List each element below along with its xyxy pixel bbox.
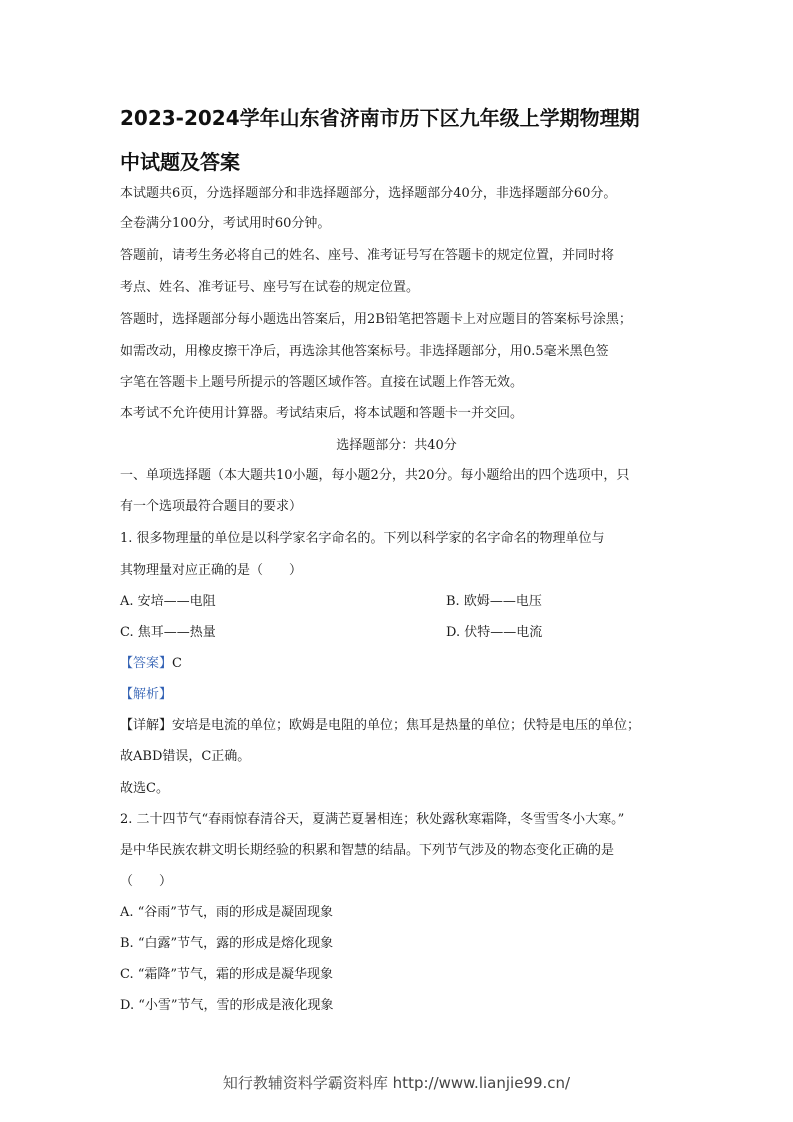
instruction-line: 如需改动，用橡皮擦干净后，再选涂其他答案标号。非选择题部分，用0.5毫米黑色签 [120, 344, 609, 359]
question-2-stem-line: 2. 二十四节气“春雨惊春清谷天，夏满芒夏暑相连；秋处露秋寒霜降，冬雪雪冬小大寒。” [120, 812, 625, 827]
question-1-conclusion: 故选C。 [120, 781, 169, 796]
question-1-detail-line-2: 故ABD错误，C正确。 [120, 749, 251, 764]
answer-value: C [172, 656, 182, 671]
question-1-answer [120, 656, 182, 672]
part-intro-line: 有一个选项最符合题目的要求） [120, 499, 303, 514]
part-intro-line: 一、单项选择题（本大题共10小题，每小题2分，共20分。每小题给出的四个选项中，只 [120, 468, 630, 483]
question-2-option-c: C. “霜降”节气，霜的形成是凝华现象 [120, 967, 334, 982]
question-1-option-d: D. 伏特——电流 [446, 625, 543, 640]
question-1-detail [120, 718, 640, 734]
question-2-option-b: B. “白露”节气，露的形成是熔化现象 [120, 936, 334, 951]
instruction-line: 答题前，请考生务必将自己的姓名、座号、准考证号写在答题卡的规定位置，并同时将 [120, 248, 615, 263]
document-title-line-2: 中试题及答案 [120, 150, 240, 174]
instruction-line: 字笔在答题卡上题号所提示的答题区域作答。直接在试题上作答无效。 [120, 375, 524, 390]
question-2-stem-line: 是中华民族农耕文明长期经验的积累和智慧的结晶。下列节气涉及的物态变化正确的是 [120, 843, 615, 858]
question-2-option-d: D. “小雪”节气，雪的形成是液化现象 [120, 998, 334, 1013]
instruction-line: 考点、姓名、准考证号、座号写在试卷的规定位置。 [120, 280, 420, 295]
document-title-line-1: 2023-2024学年山东省济南市历下区九年级上学期物理期 [120, 106, 640, 130]
question-2-option-a: A. “谷雨”节气，雨的形成是凝固现象 [120, 905, 333, 920]
answer-tag: 【答案】 [120, 656, 173, 671]
question-1-option-b: B. 欧姆——电压 [446, 594, 542, 609]
question-1-option-a: A. 安培——电阻 [120, 594, 216, 609]
question-1-stem-line: 1. 很多物理量的单位是以科学家名字命名的。下列以科学家的名字命名的物理单位与 [120, 531, 605, 546]
question-1-option-c: C. 焦耳——热量 [120, 625, 216, 640]
section-heading: 选择题部分：共40分 [336, 438, 457, 453]
detail-tag: 【详解】 [120, 718, 173, 733]
question-2-stem-line: （ ） [120, 874, 173, 889]
question-1-analysis [120, 687, 172, 703]
question-1-stem-line: 其物理量对应正确的是（ ） [120, 563, 303, 578]
instruction-line: 本试题共6页，分选择题部分和非选择题部分，选择题部分40分，非选择题部分60分。 [120, 186, 617, 201]
analysis-tag: 【解析】 [120, 687, 173, 702]
instruction-line: 全卷满分100分，考试用时60分钟。 [120, 216, 331, 231]
instruction-line: 答题时，选择题部分每小题选出答案后，用2B铅笔把答题卡上对应题目的答案标号涂黑； [120, 312, 632, 327]
instruction-line: 本考试不允许使用计算器。考试结束后，将本试题和答题卡一并交回。 [120, 406, 524, 421]
detail-text: 安培是电流的单位；欧姆是电阻的单位；焦耳是热量的单位；伏特是电压的单位； [172, 718, 641, 733]
footer-watermark-link[interactable]: 知行教辅资料学霸资料库 http://www.lianjie99.cn/ [222, 1074, 571, 1092]
